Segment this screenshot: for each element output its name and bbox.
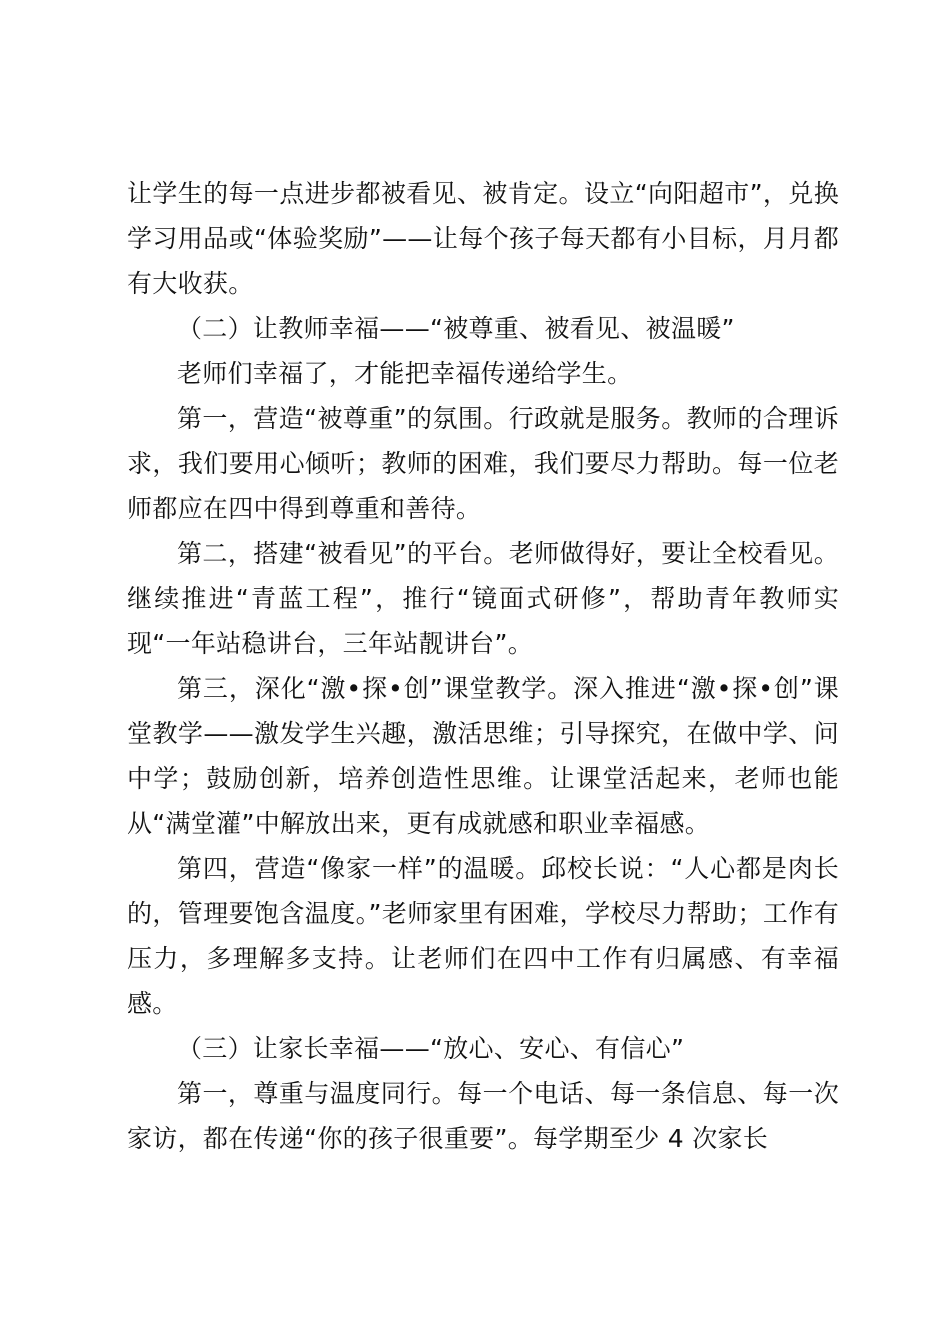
paragraph-point-3: 第三，深化“激•探•创”课堂教学。深入推进“激•探•创”课堂教学——激发学生兴趣，激活思维；引导探究，在做中学、问中学；鼓励创新，培养创造性思维。让课堂活起来，老师也能从“满堂灌”中解放出来，更有成就感和职业幸福感。	[127, 674, 839, 838]
section-heading-teachers: （二）让教师幸福——“被尊重、被看见、被温暖”	[177, 314, 735, 343]
paragraph-point-2: 第二，搭建“被看见”的平台。老师做得好，要让全校看见。继续推进“青蓝工程”，推行“镜面式研修”，帮助青年教师实现“一年站稳讲台，三年站靓讲台”。	[127, 539, 839, 658]
document-body	[127, 171, 839, 1161]
paragraph-parents-point-1: 第一，尊重与温度同行。每一个电话、每一条信息、每一次家访，都在传递“你的孩子很重要”。每学期至少 4 次家长	[127, 1079, 839, 1153]
paragraph-continuation: 让学生的每一点进步都被看见、被肯定。设立“向阳超市”，兑换学习用品或“体验奖励”——让每个孩子每天都有小目标，月月都有大收获。	[127, 179, 839, 298]
section-heading-parents: （三）让家长幸福——“放心、安心、有信心”	[177, 1034, 685, 1063]
paragraph-point-1: 第一，营造“被尊重”的氛围。行政就是服务。教师的合理诉求，我们要用心倾听；教师的困难，我们要尽力帮助。每一位老师都应在四中得到尊重和善待。	[127, 404, 839, 523]
paragraph-point-4: 第四，营造“像家一样”的温暖。邱校长说：“人心都是肉长的，管理要饱含温度。”老师家里有困难，学校尽力帮助；工作有压力，多理解多支持。让老师们在四中工作有归属感、有幸福感。	[127, 854, 839, 1018]
paragraph-teachers-intro: 老师们幸福了，才能把幸福传递给学生。	[177, 359, 633, 388]
